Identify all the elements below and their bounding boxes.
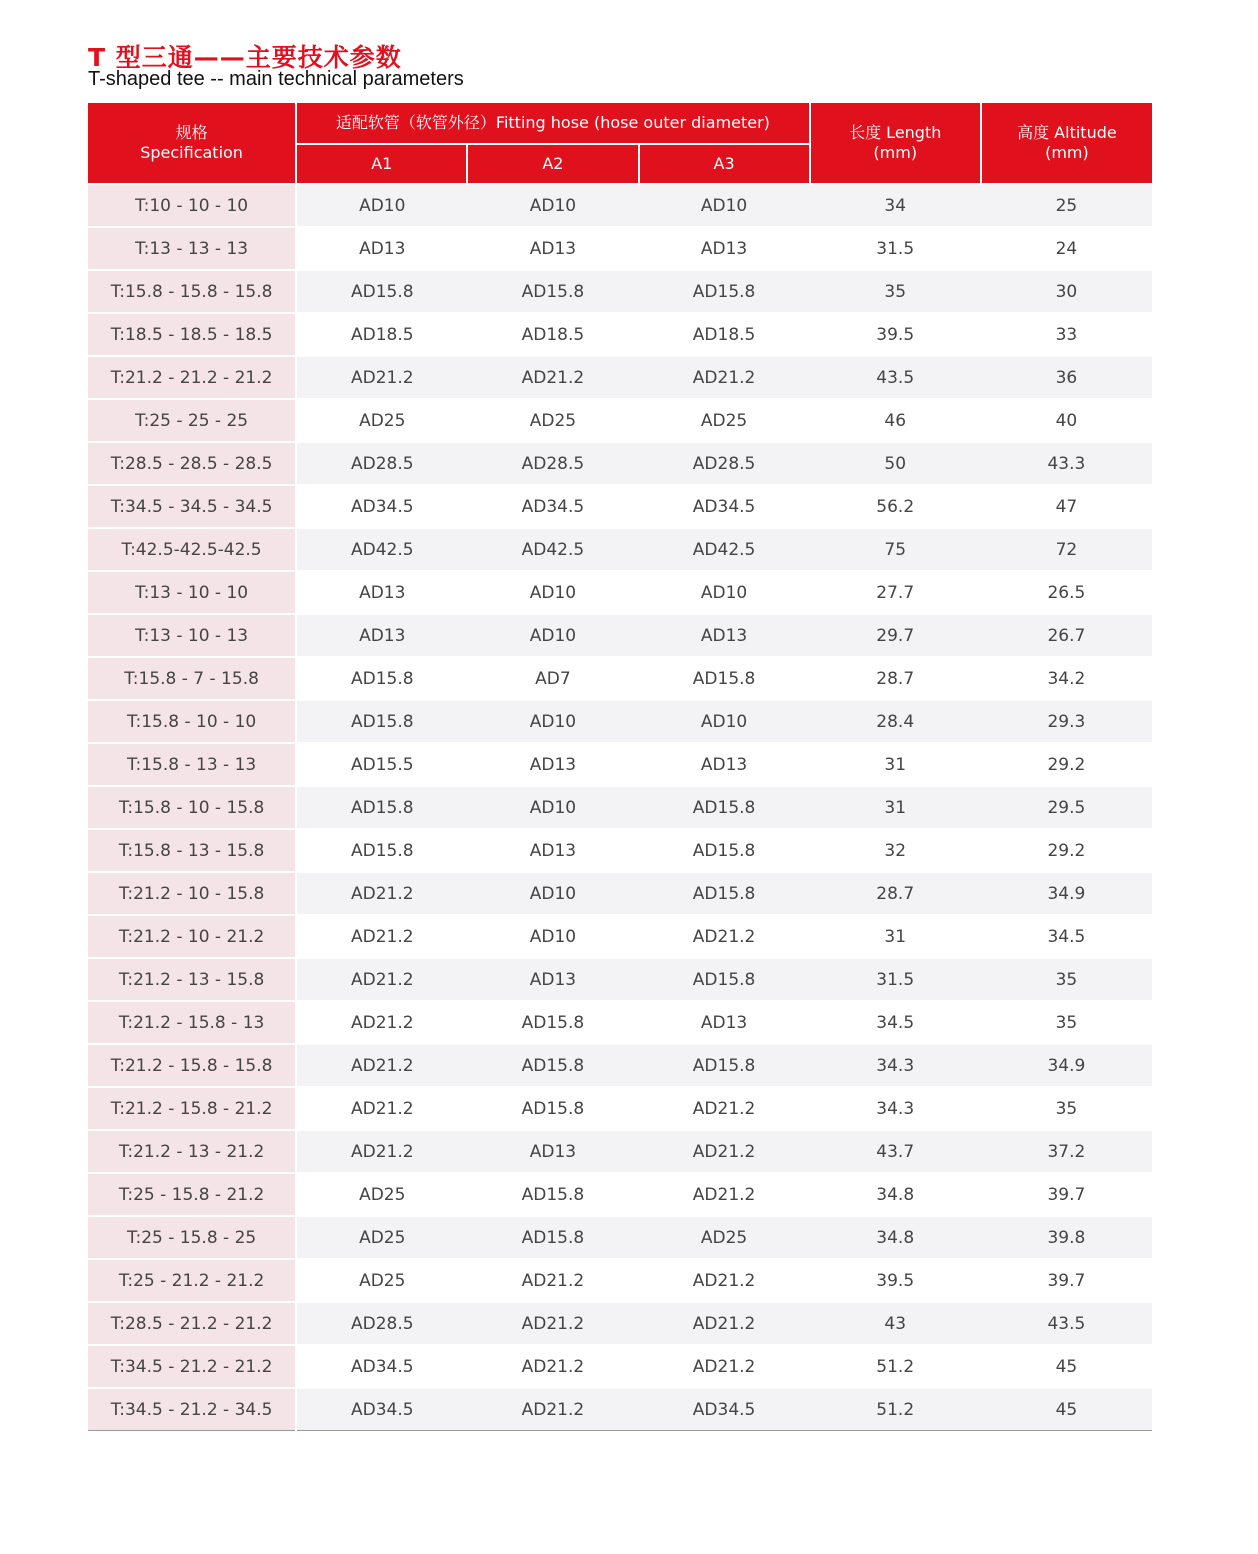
cell-length: 34.3 xyxy=(810,1087,981,1130)
cell-spec: T:15.8 - 10 - 10 xyxy=(88,700,296,743)
cell-length: 31 xyxy=(810,786,981,829)
cell-a3: AD13 xyxy=(639,614,810,657)
cell-a1: AD25 xyxy=(296,1173,467,1216)
cell-spec: T:34.5 - 34.5 - 34.5 xyxy=(88,485,296,528)
table-row xyxy=(88,743,1152,786)
cell-a2: AD13 xyxy=(467,829,638,872)
table-row xyxy=(88,1216,1152,1259)
cell-spec: T:21.2 - 13 - 15.8 xyxy=(88,958,296,1001)
cell-a2: AD21.2 xyxy=(467,1345,638,1388)
cell-a1: AD15.5 xyxy=(296,743,467,786)
header-specification xyxy=(88,103,296,184)
cell-a3: AD15.8 xyxy=(639,657,810,700)
cell-length: 34.8 xyxy=(810,1216,981,1259)
header-a3: A3 xyxy=(639,144,810,184)
header-altitude-unit: (mm) xyxy=(1045,143,1089,162)
cell-a3: AD21.2 xyxy=(639,915,810,958)
cell-spec: T:15.8 - 13 - 15.8 xyxy=(88,829,296,872)
cell-a2: AD10 xyxy=(467,700,638,743)
cell-a2: AD21.2 xyxy=(467,1302,638,1345)
cell-a2: AD15.8 xyxy=(467,270,638,313)
cell-spec: T:15.8 - 7 - 15.8 xyxy=(88,657,296,700)
table-row xyxy=(88,571,1152,614)
cell-a3: AD15.8 xyxy=(639,786,810,829)
header-a1: A1 xyxy=(296,144,467,184)
table-row xyxy=(88,829,1152,872)
table-row xyxy=(88,786,1152,829)
table-row xyxy=(88,184,1152,227)
table-row xyxy=(88,1259,1152,1302)
cell-altitude: 25 xyxy=(981,184,1152,227)
cell-a1: AD21.2 xyxy=(296,958,467,1001)
cell-spec: T:21.2 - 10 - 21.2 xyxy=(88,915,296,958)
cell-length: 51.2 xyxy=(810,1345,981,1388)
cell-a2: AD10 xyxy=(467,786,638,829)
cell-spec: T:21.2 - 15.8 - 21.2 xyxy=(88,1087,296,1130)
cell-a2: AD18.5 xyxy=(467,313,638,356)
header-fitting-hose: 适配软管（软管外径）Fitting hose (hose outer diameter) xyxy=(296,103,809,144)
cell-a1: AD15.8 xyxy=(296,786,467,829)
cell-a3: AD15.8 xyxy=(639,270,810,313)
cell-a1: AD21.2 xyxy=(296,356,467,399)
cell-spec: T:13 - 10 - 10 xyxy=(88,571,296,614)
cell-length: 31.5 xyxy=(810,227,981,270)
cell-altitude: 33 xyxy=(981,313,1152,356)
cell-a1: AD28.5 xyxy=(296,1302,467,1345)
table-row xyxy=(88,1001,1152,1044)
cell-a3: AD13 xyxy=(639,1001,810,1044)
cell-spec: T:21.2 - 13 - 21.2 xyxy=(88,1130,296,1173)
cell-a1: AD34.5 xyxy=(296,485,467,528)
cell-altitude: 45 xyxy=(981,1388,1152,1431)
cell-a2: AD10 xyxy=(467,872,638,915)
cell-a2: AD21.2 xyxy=(467,1259,638,1302)
header-spec-en: Specification xyxy=(140,143,243,162)
cell-a1: AD21.2 xyxy=(296,1087,467,1130)
cell-spec: T:25 - 21.2 - 21.2 xyxy=(88,1259,296,1302)
cell-length: 31 xyxy=(810,915,981,958)
cell-a1: AD15.8 xyxy=(296,270,467,313)
cell-altitude: 36 xyxy=(981,356,1152,399)
cell-a3: AD21.2 xyxy=(639,356,810,399)
cell-length: 31 xyxy=(810,743,981,786)
cell-length: 34.8 xyxy=(810,1173,981,1216)
cell-a2: AD13 xyxy=(467,958,638,1001)
table-row xyxy=(88,1044,1152,1087)
cell-altitude: 39.8 xyxy=(981,1216,1152,1259)
cell-a2: AD21.2 xyxy=(467,356,638,399)
cell-a2: AD25 xyxy=(467,399,638,442)
cell-length: 34.5 xyxy=(810,1001,981,1044)
cell-altitude: 29.3 xyxy=(981,700,1152,743)
cell-spec: T:42.5-42.5-42.5 xyxy=(88,528,296,571)
cell-altitude: 34.2 xyxy=(981,657,1152,700)
cell-a2: AD42.5 xyxy=(467,528,638,571)
cell-spec: T:25 - 15.8 - 21.2 xyxy=(88,1173,296,1216)
cell-altitude: 34.9 xyxy=(981,1044,1152,1087)
cell-a3: AD25 xyxy=(639,1216,810,1259)
cell-a3: AD15.8 xyxy=(639,872,810,915)
cell-a3: AD25 xyxy=(639,399,810,442)
cell-a2: AD13 xyxy=(467,227,638,270)
cell-length: 27.7 xyxy=(810,571,981,614)
cell-altitude: 29.2 xyxy=(981,829,1152,872)
table-row xyxy=(88,399,1152,442)
cell-altitude: 40 xyxy=(981,399,1152,442)
cell-spec: T:34.5 - 21.2 - 34.5 xyxy=(88,1388,296,1431)
cell-a1: AD21.2 xyxy=(296,1044,467,1087)
table-row xyxy=(88,700,1152,743)
cell-a3: AD15.8 xyxy=(639,829,810,872)
table-row xyxy=(88,1302,1152,1345)
table-row xyxy=(88,270,1152,313)
cell-a2: AD10 xyxy=(467,184,638,227)
cell-altitude: 29.2 xyxy=(981,743,1152,786)
cell-a2: AD13 xyxy=(467,743,638,786)
cell-length: 28.7 xyxy=(810,657,981,700)
cell-spec: T:21.2 - 15.8 - 15.8 xyxy=(88,1044,296,1087)
cell-a2: AD15.8 xyxy=(467,1216,638,1259)
cell-length: 39.5 xyxy=(810,313,981,356)
cell-altitude: 30 xyxy=(981,270,1152,313)
cell-altitude: 37.2 xyxy=(981,1130,1152,1173)
parameters-table xyxy=(88,103,1152,1431)
cell-a2: AD34.5 xyxy=(467,485,638,528)
table-row xyxy=(88,1173,1152,1216)
table-row xyxy=(88,356,1152,399)
cell-a3: AD13 xyxy=(639,227,810,270)
cell-a3: AD10 xyxy=(639,571,810,614)
header-spec-zh: 规格 xyxy=(175,123,208,142)
cell-length: 51.2 xyxy=(810,1388,981,1431)
cell-length: 43 xyxy=(810,1302,981,1345)
cell-length: 43.7 xyxy=(810,1130,981,1173)
cell-a1: AD21.2 xyxy=(296,1130,467,1173)
cell-a3: AD21.2 xyxy=(639,1259,810,1302)
cell-spec: T:25 - 15.8 - 25 xyxy=(88,1216,296,1259)
cell-a3: AD13 xyxy=(639,743,810,786)
cell-spec: T:10 - 10 - 10 xyxy=(88,184,296,227)
cell-spec: T:15.8 - 10 - 15.8 xyxy=(88,786,296,829)
table-row xyxy=(88,227,1152,270)
cell-length: 34 xyxy=(810,184,981,227)
cell-a2: AD10 xyxy=(467,571,638,614)
header-altitude xyxy=(981,103,1152,184)
cell-spec: T:13 - 10 - 13 xyxy=(88,614,296,657)
cell-altitude: 34.5 xyxy=(981,915,1152,958)
cell-a1: AD21.2 xyxy=(296,915,467,958)
cell-length: 28.4 xyxy=(810,700,981,743)
cell-spec: T:34.5 - 21.2 - 21.2 xyxy=(88,1345,296,1388)
cell-a3: AD15.8 xyxy=(639,958,810,1001)
cell-spec: T:21.2 - 10 - 15.8 xyxy=(88,872,296,915)
cell-a3: AD21.2 xyxy=(639,1173,810,1216)
cell-a1: AD21.2 xyxy=(296,1001,467,1044)
cell-altitude: 47 xyxy=(981,485,1152,528)
cell-altitude: 24 xyxy=(981,227,1152,270)
cell-spec: T:18.5 - 18.5 - 18.5 xyxy=(88,313,296,356)
cell-a3: AD18.5 xyxy=(639,313,810,356)
cell-altitude: 43.3 xyxy=(981,442,1152,485)
cell-a1: AD21.2 xyxy=(296,872,467,915)
cell-a1: AD28.5 xyxy=(296,442,467,485)
table-header xyxy=(88,103,1152,184)
table-row xyxy=(88,1130,1152,1173)
cell-a3: AD21.2 xyxy=(639,1345,810,1388)
cell-a3: AD10 xyxy=(639,184,810,227)
table-row xyxy=(88,1345,1152,1388)
cell-a3: AD21.2 xyxy=(639,1302,810,1345)
cell-a2: AD15.8 xyxy=(467,1173,638,1216)
cell-length: 56.2 xyxy=(810,485,981,528)
cell-altitude: 35 xyxy=(981,958,1152,1001)
table-row xyxy=(88,442,1152,485)
cell-length: 28.7 xyxy=(810,872,981,915)
cell-a2: AD15.8 xyxy=(467,1044,638,1087)
cell-altitude: 35 xyxy=(981,1001,1152,1044)
cell-length: 46 xyxy=(810,399,981,442)
table-row xyxy=(88,958,1152,1001)
cell-length: 50 xyxy=(810,442,981,485)
cell-spec: T:28.5 - 28.5 - 28.5 xyxy=(88,442,296,485)
cell-a2: AD10 xyxy=(467,915,638,958)
cell-spec: T:21.2 - 21.2 - 21.2 xyxy=(88,356,296,399)
table-row xyxy=(88,872,1152,915)
cell-a3: AD34.5 xyxy=(639,1388,810,1431)
cell-a3: AD21.2 xyxy=(639,1087,810,1130)
cell-a1: AD42.5 xyxy=(296,528,467,571)
cell-altitude: 39.7 xyxy=(981,1259,1152,1302)
cell-a1: AD15.8 xyxy=(296,700,467,743)
table-row xyxy=(88,915,1152,958)
cell-a3: AD15.8 xyxy=(639,1044,810,1087)
page-title-en: T-shaped tee -- main technical parameters xyxy=(88,68,464,90)
cell-a1: AD34.5 xyxy=(296,1345,467,1388)
cell-length: 35 xyxy=(810,270,981,313)
header-length-label: 长度 Length xyxy=(849,123,942,142)
table-row xyxy=(88,1087,1152,1130)
cell-altitude: 35 xyxy=(981,1087,1152,1130)
cell-a2: AD7 xyxy=(467,657,638,700)
cell-length: 43.5 xyxy=(810,356,981,399)
table-row xyxy=(88,1388,1152,1431)
table-body xyxy=(88,184,1152,1431)
cell-a2: AD15.8 xyxy=(467,1001,638,1044)
table-row xyxy=(88,614,1152,657)
cell-a3: AD34.5 xyxy=(639,485,810,528)
header-altitude-label: 高度 Altitude xyxy=(1017,123,1117,142)
cell-spec: T:15.8 - 13 - 13 xyxy=(88,743,296,786)
cell-a2: AD21.2 xyxy=(467,1388,638,1431)
cell-a1: AD25 xyxy=(296,1216,467,1259)
cell-a1: AD13 xyxy=(296,571,467,614)
cell-a3: AD10 xyxy=(639,700,810,743)
cell-length: 39.5 xyxy=(810,1259,981,1302)
cell-a3: AD28.5 xyxy=(639,442,810,485)
cell-a1: AD18.5 xyxy=(296,313,467,356)
cell-a1: AD34.5 xyxy=(296,1388,467,1431)
cell-a2: AD13 xyxy=(467,1130,638,1173)
cell-altitude: 26.5 xyxy=(981,571,1152,614)
cell-a2: AD10 xyxy=(467,614,638,657)
table-row xyxy=(88,528,1152,571)
cell-a1: AD25 xyxy=(296,1259,467,1302)
cell-a3: AD42.5 xyxy=(639,528,810,571)
cell-altitude: 72 xyxy=(981,528,1152,571)
cell-spec: T:13 - 13 - 13 xyxy=(88,227,296,270)
table-row xyxy=(88,313,1152,356)
table-row xyxy=(88,657,1152,700)
cell-length: 34.3 xyxy=(810,1044,981,1087)
cell-a1: AD15.8 xyxy=(296,657,467,700)
cell-spec: T:15.8 - 15.8 - 15.8 xyxy=(88,270,296,313)
cell-length: 29.7 xyxy=(810,614,981,657)
page-title-zh: T 型三通——主要技术参数 xyxy=(88,43,402,72)
cell-length: 31.5 xyxy=(810,958,981,1001)
cell-altitude: 39.7 xyxy=(981,1173,1152,1216)
cell-altitude: 43.5 xyxy=(981,1302,1152,1345)
cell-a2: AD15.8 xyxy=(467,1087,638,1130)
cell-altitude: 26.7 xyxy=(981,614,1152,657)
cell-spec: T:21.2 - 15.8 - 13 xyxy=(88,1001,296,1044)
cell-a1: AD13 xyxy=(296,614,467,657)
cell-spec: T:28.5 - 21.2 - 21.2 xyxy=(88,1302,296,1345)
cell-a1: AD13 xyxy=(296,227,467,270)
cell-a1: AD15.8 xyxy=(296,829,467,872)
header-length xyxy=(810,103,981,184)
cell-altitude: 45 xyxy=(981,1345,1152,1388)
cell-a2: AD28.5 xyxy=(467,442,638,485)
cell-a1: AD10 xyxy=(296,184,467,227)
cell-spec: T:25 - 25 - 25 xyxy=(88,399,296,442)
header-a2: A2 xyxy=(467,144,638,184)
cell-altitude: 34.9 xyxy=(981,872,1152,915)
cell-a3: AD21.2 xyxy=(639,1130,810,1173)
cell-a1: AD25 xyxy=(296,399,467,442)
cell-length: 75 xyxy=(810,528,981,571)
table-row xyxy=(88,485,1152,528)
cell-length: 32 xyxy=(810,829,981,872)
cell-altitude: 29.5 xyxy=(981,786,1152,829)
header-length-unit: (mm) xyxy=(873,143,918,162)
